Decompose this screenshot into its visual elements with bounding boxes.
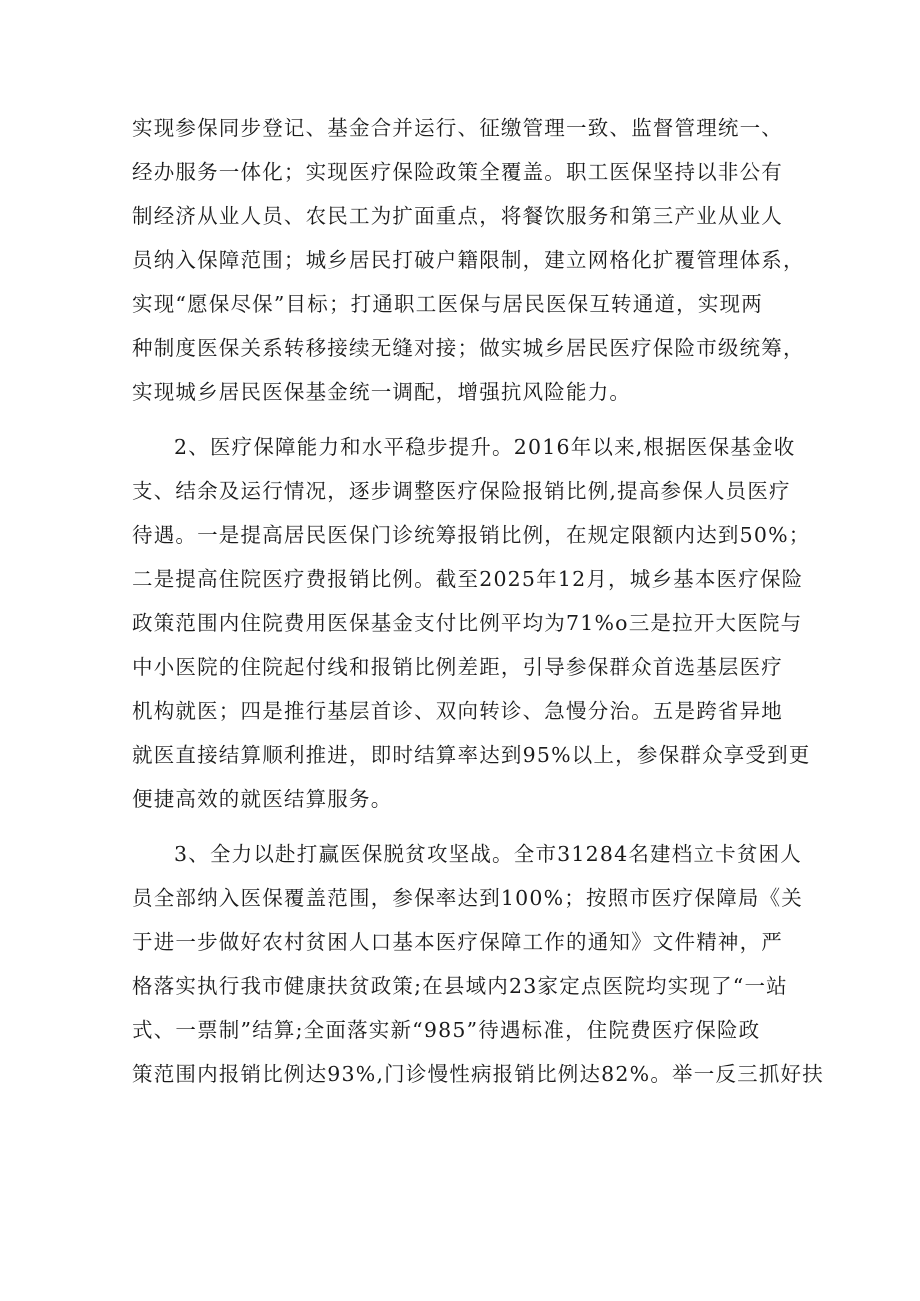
paragraph-1 — [132, 106, 805, 414]
paragraph-line: 便捷高效的就医结算服务。 — [132, 787, 393, 811]
paragraph-line: 二是提高住院医疗费报销比例。截至2025年12月，城乡基本医疗保险 — [132, 567, 804, 591]
paragraph-line: 待遇。一是提高居民医保门诊统筹报销比例，在规定限额内达到50%； — [132, 523, 811, 547]
paragraph-line: 制经济从业人员、农民工为扩面重点，将餐饮服务和第三产业从业人 — [132, 204, 783, 228]
paragraph-line: 2、医疗保障能力和水平稳步提升。2016年以来,根据医保基金收 — [174, 435, 796, 459]
paragraph-spacer — [132, 821, 798, 832]
paragraph-line: 格落实执行我市健康扶贫政策;在县域内23家定点医院均实现了“一站 — [132, 974, 788, 998]
paragraph-line: 支、结余及运行情况，逐步调整医疗保险报销比例,提高参保人员医疗 — [132, 479, 791, 503]
paragraph-line: 3、全力以赴打赢医保脱贫攻坚战。全市31284名建档立卡贫困人 — [174, 842, 802, 866]
paragraph-line: 策范围内报销比例达93%,门诊慢性病报销比例达82%。举一反三抓好扶 — [132, 1062, 824, 1086]
paragraph-line: 式、一票制”结算;全面落实新“985”待遇标准，住院费医疗保险政 — [132, 1018, 761, 1042]
paragraph-line: 实现参保同步登记、基金合并运行、征缴管理一致、监督管理统一、 — [132, 116, 783, 140]
paragraph-line: 政策范围内住院费用医保基金支付比例平均为71%o三是拉开大医院与 — [132, 611, 803, 635]
paragraph-line: 就医直接结算顺利推进，即时结算率达到95%以上，参保群众享受到更 — [132, 743, 811, 767]
paragraph-3 — [132, 832, 824, 1096]
document-body — [132, 106, 824, 1096]
paragraph-line: 经办服务一体化；实现医疗保险政策全覆盖。职工医保坚持以非公有 — [132, 160, 783, 184]
paragraph-line: 实现城乡居民医保基金统一调配，增强抗风险能力。 — [132, 380, 632, 404]
paragraph-spacer — [132, 414, 798, 425]
paragraph-line: 机构就医；四是推行基层首诊、双向转诊、急慢分治。五是跨省异地 — [132, 699, 783, 723]
paragraph-line: 于进一步做好农村贫困人口基本医疗保障工作的通知》文件精神，严 — [132, 930, 783, 954]
paragraph-line: 实现“愿保尽保”目标；打通职工医保与居民医保互转通道，实现两 — [132, 292, 763, 316]
paragraph-2 — [132, 425, 811, 821]
paragraph-line: 员全部纳入医保覆盖范围，参保率达到100%；按照市医疗保障局《关 — [132, 886, 804, 910]
paragraph-line: 中小医院的住院起付线和报销比例差距，引导参保群众首选基层医疗 — [132, 655, 783, 679]
paragraph-line: 种制度医保关系转移接续无缝对接；做实城乡居民医疗保险市级统筹， — [132, 336, 805, 360]
paragraph-line: 员纳入保障范围；城乡居民打破户籍限制，建立网格化扩覆管理体系， — [132, 248, 805, 272]
